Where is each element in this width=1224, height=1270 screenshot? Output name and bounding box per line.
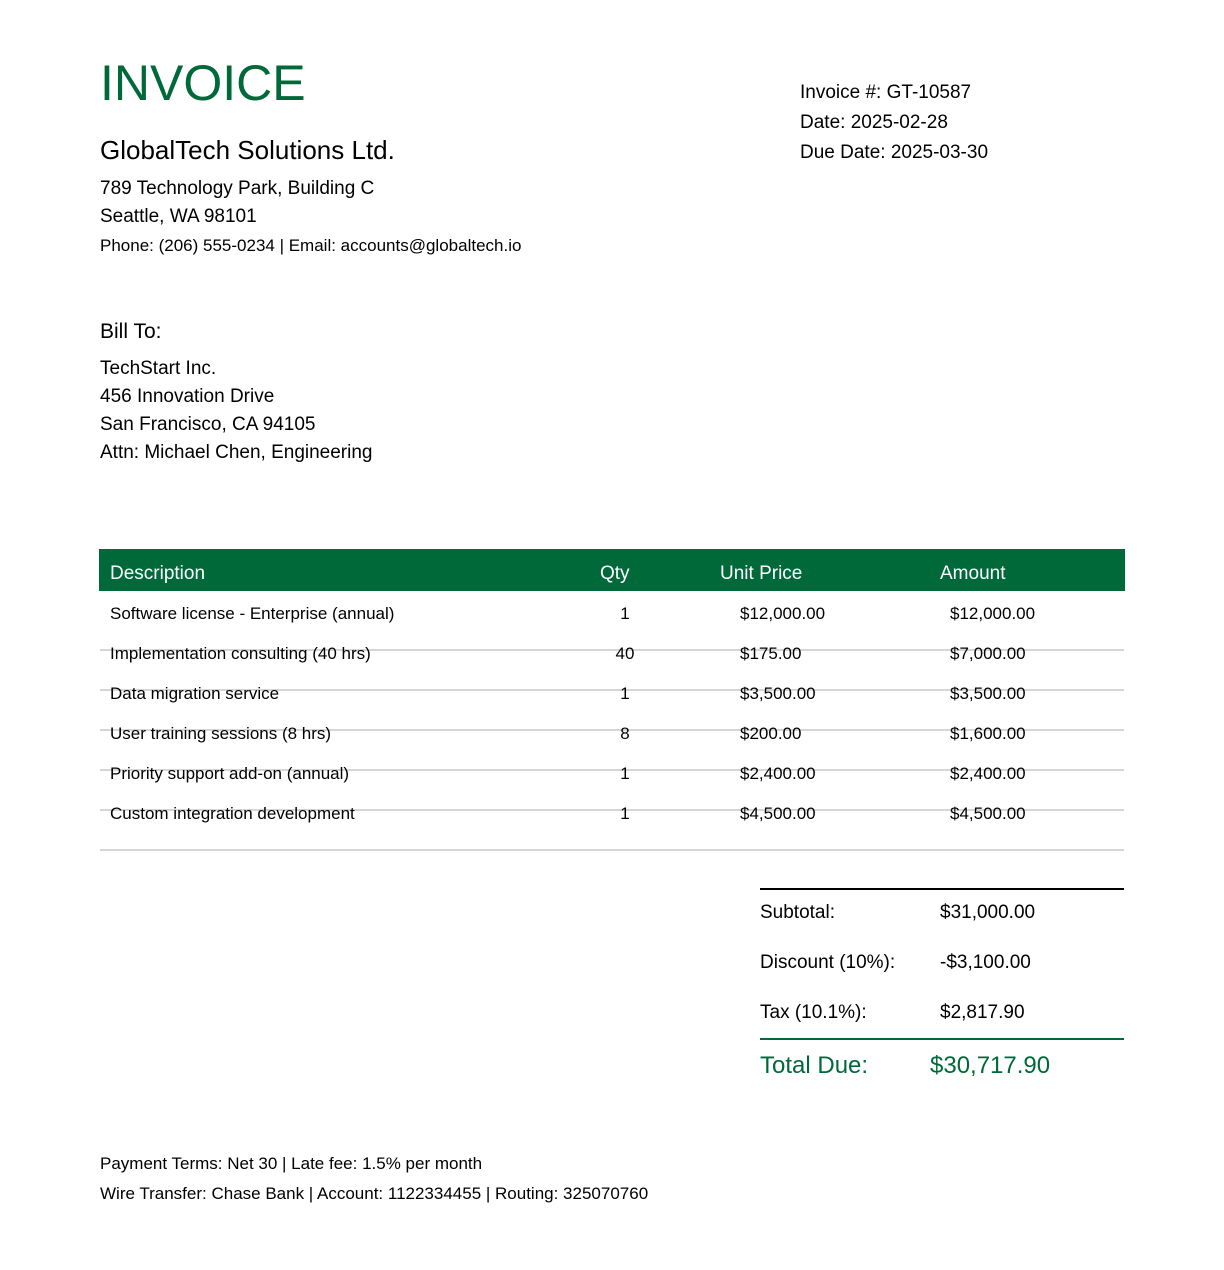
company-name: GlobalTech Solutions Ltd. [100,135,395,165]
company-address-line1: 789 Technology Park, Building C [100,178,375,199]
invoice-title: INVOICE [100,55,306,111]
row-amount: $12,000.00 [950,604,1036,623]
invoice-number: Invoice #: GT-10587 [800,82,972,103]
row-qty: 1 [620,684,630,703]
row-qty: 1 [620,764,630,783]
row-amount: $1,600.00 [950,724,1026,743]
company-contact: Phone: (206) 555-0234 | Email: accounts@globaltech.io [100,236,522,255]
row-unit-price: $200.00 [740,724,802,743]
payment-terms: Payment Terms: Net 30 | Late fee: 1.5% per month [100,1154,483,1173]
discount-value: -$3,100.00 [940,952,1031,973]
total-due-value: $30,717.90 [930,1052,1051,1079]
row-amount: $3,500.00 [950,684,1026,703]
tax-label: Tax (10.1%): [760,1002,867,1023]
column-header-amount: Amount [940,563,1006,584]
row-amount: $7,000.00 [950,644,1026,663]
subtotal-label: Subtotal: [760,902,835,923]
tax-value: $2,817.90 [940,1002,1025,1023]
row-amount: $2,400.00 [950,764,1026,783]
row-unit-price: $4,500.00 [740,804,816,823]
row-description: Software license - Enterprise (annual) [110,604,395,623]
bill-to-street: 456 Innovation Drive [100,386,275,407]
wire-transfer-info: Wire Transfer: Chase Bank | Account: 1122334455 | Routing: 325070760 [100,1184,649,1203]
row-description: User training sessions (8 hrs) [110,724,332,743]
totals-top-rule [760,888,1124,890]
total-due-rule [760,1038,1124,1040]
row-description: Custom integration development [110,804,355,823]
row-description: Implementation consulting (40 hrs) [110,644,371,663]
bill-to-label: Bill To: [100,320,162,343]
row-qty: 40 [615,644,635,663]
bill-to-city: San Francisco, CA 94105 [100,414,316,435]
row-unit-price: $12,000.00 [740,604,826,623]
total-due-label: Total Due: [760,1052,869,1079]
column-header-qty: Qty [600,563,630,584]
invoice-date: Date: 2025-02-28 [800,112,948,133]
company-address-line2: Seattle, WA 98101 [100,206,257,227]
row-qty: 8 [620,724,630,743]
discount-label: Discount (10%): [760,952,896,973]
row-unit-price: $175.00 [740,644,802,663]
row-unit-price: $3,500.00 [740,684,816,703]
column-header-description: Description [110,563,206,584]
subtotal-value: $31,000.00 [940,902,1036,923]
table-bottom-divider [100,849,1124,851]
bill-to-attention: Attn: Michael Chen, Engineering [100,442,373,463]
row-description: Priority support add-on (annual) [110,764,350,783]
row-description: Data migration service [110,684,280,703]
invoice-due-date: Due Date: 2025-03-30 [800,142,989,163]
row-unit-price: $2,400.00 [740,764,816,783]
column-header-unit-price: Unit Price [720,563,803,584]
row-amount: $4,500.00 [950,804,1026,823]
bill-to-company: TechStart Inc. [100,358,217,379]
row-qty: 1 [620,804,630,823]
row-qty: 1 [620,604,630,623]
